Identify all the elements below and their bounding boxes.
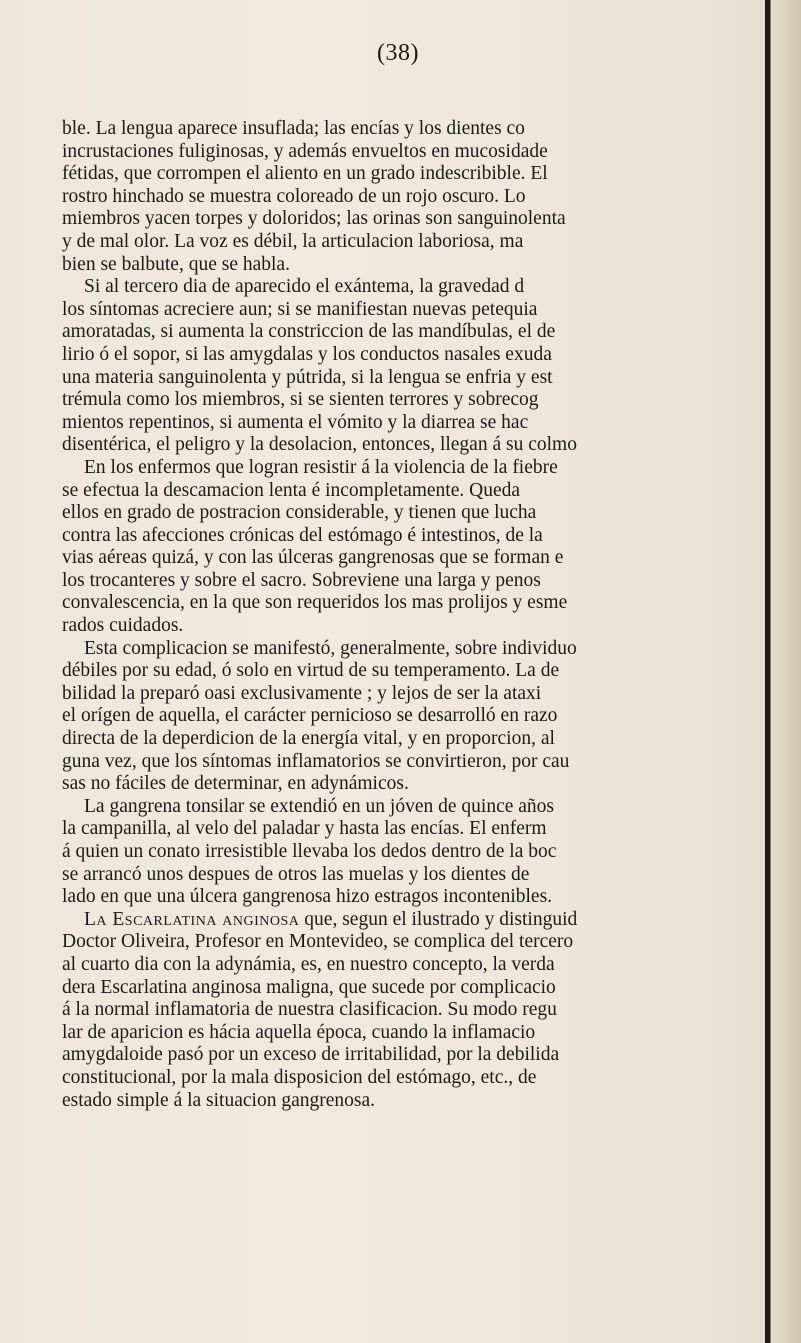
text-line: á quien un conato irresistible llevaba los dedos dentro de la boc bbox=[62, 841, 557, 862]
text-line: el orígen de aquella, el carácter pernicioso se desarrolló en razo bbox=[62, 705, 558, 727]
text-line: miembros yacen torpes y doloridos; las orinas son sanguinolenta bbox=[62, 208, 566, 230]
text-line: amoratadas, si aumenta la constriccion de las mandíbulas, el de bbox=[62, 321, 556, 343]
section-heading-line bbox=[62, 909, 762, 932]
text-line: constitucional, por la mala disposicion del estómago, etc., de bbox=[62, 1066, 537, 1088]
text-line: lar de aparicion es hácia aquella época, cuando la inflamacio bbox=[62, 1021, 536, 1043]
text-line: bilidad la preparó oasi exclusivamente ; y lejos de ser la ataxi bbox=[62, 682, 542, 704]
text-line: los síntomas acreciere aun; si se manifiestan nuevas petequia bbox=[62, 298, 538, 320]
text-line: contra las afecciones crónicas del estómago é intestinos, de la bbox=[62, 524, 543, 546]
text-line: estado simple á la situacion gangrenosa. bbox=[62, 1089, 375, 1111]
text-line: se efectua la descamacion lenta é incompletamente. Queda bbox=[62, 479, 521, 501]
section-heading: La Escarlatina anginosa bbox=[84, 908, 300, 930]
book-binding-edge bbox=[765, 0, 801, 1343]
text-line: lirio ó el sopor, si las amygdalas y los conductos nasales exuda bbox=[62, 343, 552, 365]
text-line: Doctor Oliveira, Profesor en Montevideo, se complica del tercero bbox=[62, 931, 574, 953]
text-line: rados cuidados. bbox=[62, 615, 184, 637]
text-line: los trocanteres y sobre el sacro. Sobreviene una larga y penos bbox=[62, 569, 541, 591]
body-text bbox=[62, 118, 762, 1111]
text-line: fétidas, que corrompen el aliento en un grado indescribible. El bbox=[62, 163, 548, 185]
text-line: En los enfermos que logran resistir á la violencia de la fiebre bbox=[84, 456, 558, 478]
text-line: dera Escarlatina anginosa maligna, que sucede por complicacio bbox=[62, 976, 556, 998]
text-line: La gangrena tonsilar se extendió en un jóven de quince años bbox=[84, 795, 555, 817]
text-line: una materia sanguinolenta y pútrida, si la lengua se enfria y est bbox=[62, 366, 553, 388]
text-line: sas no fáciles de determinar, en adynámicos. bbox=[62, 773, 409, 795]
text-line: á la normal inflamatoria de nuestra clasificacion. Su modo regu bbox=[62, 999, 557, 1021]
text-line: la campanilla, al velo del paladar y hasta las encías. El enferm bbox=[62, 818, 547, 840]
text-line: mientos repentinos, si aumenta el vómito y la diarrea se hac bbox=[62, 411, 529, 433]
text-line: Esta complicacion se manifestó, generalmente, sobre individuo bbox=[84, 637, 577, 659]
text-line: disentérica, el peligro y la desolacion, entonces, llegan á su colmo bbox=[62, 434, 577, 456]
text-line: Si al tercero dia de aparecido el exántema, la gravedad d bbox=[84, 276, 525, 298]
text-line: se arrancó unos despues de otros las muelas y los dientes de bbox=[62, 863, 530, 885]
text-line: incrustaciones fuliginosas, y además envueltos en mucosidade bbox=[62, 140, 548, 162]
text-line: débiles por su edad, ó solo en virtud de su temperamento. La de bbox=[62, 660, 560, 682]
text-line: vias aéreas quizá, y con las úlceras gangrenosas que se forman e bbox=[62, 547, 564, 569]
text-line: al cuarto dia con la adynámia, es, en nuestro concepto, la verda bbox=[62, 953, 555, 975]
text-line: convalescencia, en la que son requeridos los mas prolijos y esme bbox=[62, 592, 568, 614]
text-line: y de mal olor. La voz es débil, la articulacion laboriosa, ma bbox=[62, 230, 524, 252]
text-line: rostro hinchado se muestra coloreado de un rojo oscuro. Lo bbox=[62, 185, 526, 207]
text-line: directa de la deperdicion de la energía vital, y en proporcion, al bbox=[62, 728, 555, 750]
text-line: guna vez, que los síntomas inflamatorios se convirtieron, por cau bbox=[62, 750, 570, 772]
text-line: bien se balbute, que se habla. bbox=[62, 253, 290, 275]
text-line: ble. La lengua aparece insuflada; las encías y los dientes co bbox=[62, 118, 525, 139]
text-line: lado en que una úlcera gangrenosa hizo estragos incontenibles. bbox=[62, 886, 553, 908]
text-line: ellos en grado de postracion considerable, y tienen que lucha bbox=[62, 502, 537, 524]
heading-line-text: que, segun el ilustrado y distinguid bbox=[299, 908, 578, 930]
page-number: (38) bbox=[377, 40, 419, 66]
text-line: amygdaloide pasó por un exceso de irritabilidad, por la debilida bbox=[62, 1044, 560, 1066]
text-line: trémula como los miembros, si se sienten terrores y sobrecog bbox=[62, 389, 539, 411]
